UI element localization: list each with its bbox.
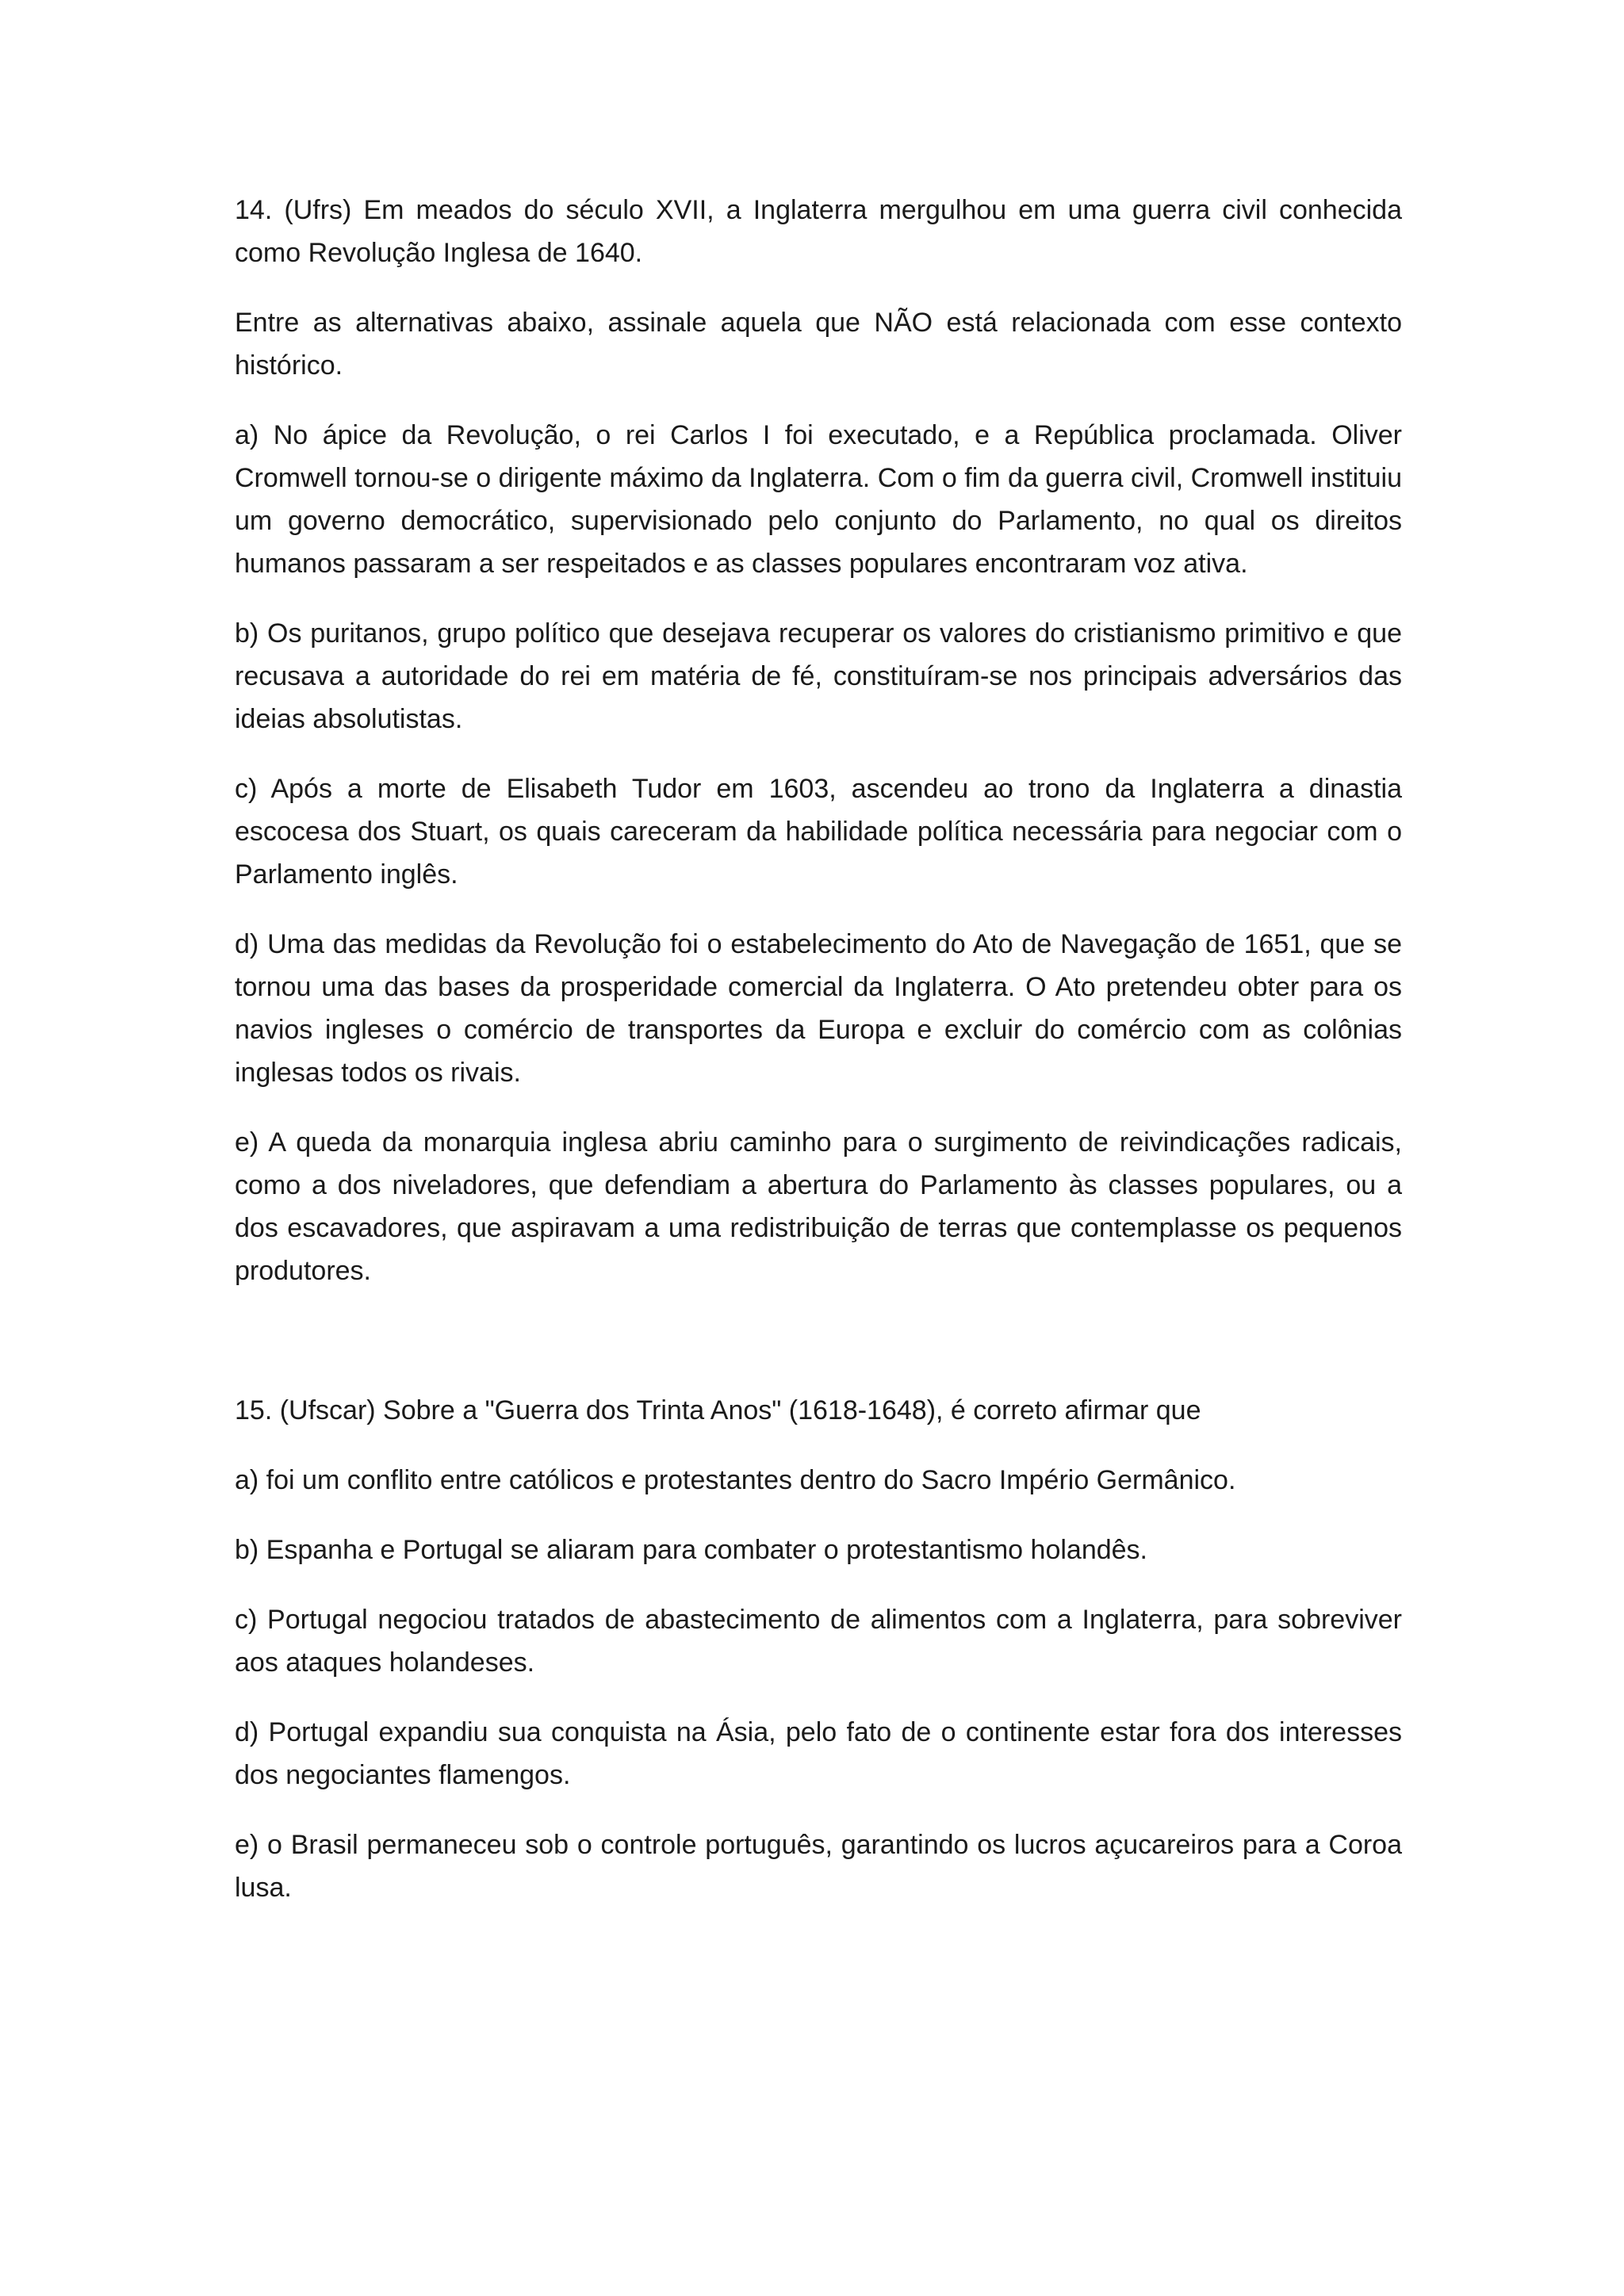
option-b: b) Os puritanos, grupo político que desejava recuperar os valores do cristianismo primitivo e que recusava a autoridade do rei em matéria de fé, constituíram-se nos principais adversários das ideias absolutistas.	[235, 618, 1402, 734]
option-b: b) Espanha e Portugal se aliaram para combater o protestantismo holandês.	[235, 1535, 1147, 1565]
option-e: e) A queda da monarquia inglesa abriu caminho para o surgimento de reivindicações radicais, como a dos niveladores, que defendiam a abertura do Parlamento às classes populares, ou a dos escavadores, que aspiravam a uma redistribuição de terras que contemplasse os pequenos produtores.	[235, 1127, 1402, 1286]
option-d: d) Uma das medidas da Revolução foi o estabelecimento do Ato de Navegação de 1651, que se tornou uma das bases da prosperidade comercial da Inglaterra. O Ato pretendeu obter para os navios ingleses o comércio de transportes da Europa e excluir do comércio com as colônias inglesas todos os rivais.	[235, 929, 1402, 1088]
option-e: e) o Brasil permaneceu sob o controle português, garantindo os lucros açucareiros para a Coroa lusa.	[235, 1830, 1402, 1903]
question-instruction: Entre as alternativas abaixo, assinale aquela que NÃO está relacionada com esse contexto histórico.	[235, 308, 1402, 381]
option-c: c) Portugal negociou tratados de abastecimento de alimentos com a Inglaterra, para sobreviver aos ataques holandeses.	[235, 1605, 1402, 1678]
document-content	[235, 189, 1402, 1936]
question-14	[235, 189, 1402, 1292]
option-c: c) Após a morte de Elisabeth Tudor em 1603, ascendeu ao trono da Inglaterra a dinastia escocesa dos Stuart, os quais careceram da habilidade política necessária para negociar com o Parlamento inglês.	[235, 774, 1402, 890]
question-stem: 14. (Ufrs) Em meados do século XVII, a Inglaterra mergulhou em uma guerra civil conhecida como Revolução Inglesa de 1640.	[235, 195, 1402, 268]
question-15	[235, 1389, 1402, 1909]
option-a: a) No ápice da Revolução, o rei Carlos I foi executado, e a República proclamada. Oliver Cromwell tornou-se o dirigente máximo da Inglaterra. Com o fim da guerra civil, Cromwell instituiu um governo democrático, supervisionado pelo conjunto do Parlamento, no qual os direitos humanos passaram a ser respeitados e as classes populares encontraram voz ativa.	[235, 420, 1402, 579]
option-d: d) Portugal expandiu sua conquista na Ásia, pelo fato de o continente estar fora dos interesses dos negociantes flamengos.	[235, 1717, 1402, 1790]
option-a: a) foi um conflito entre católicos e protestantes dentro do Sacro Império Germânico.	[235, 1465, 1236, 1495]
question-stem: 15. (Ufscar) Sobre a "Guerra dos Trinta Anos" (1618-1648), é correto afirmar que	[235, 1395, 1201, 1425]
section-spacer	[235, 1319, 1402, 1389]
